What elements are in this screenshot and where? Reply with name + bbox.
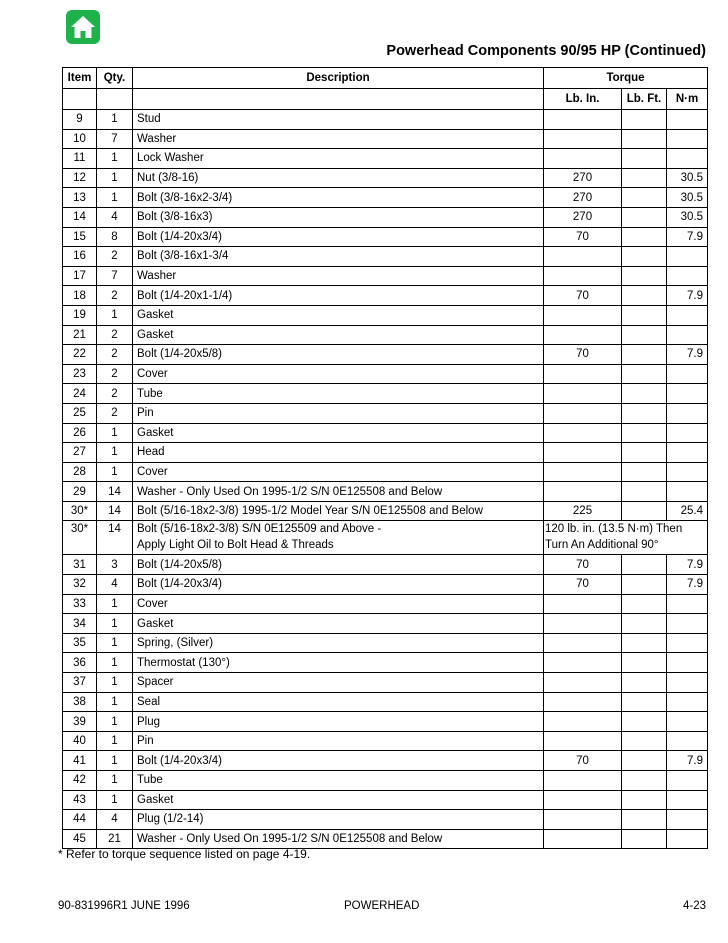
cell-qty: 2 [97,247,133,267]
description-line-1: Bolt (5/16-18x2-3/8) S/N 0E125509 and Above - [137,523,382,536]
cell-description: Gasket [133,325,544,345]
table-row [63,403,708,423]
cell-item: 27 [63,443,97,463]
table-row [63,810,708,830]
cell-item: 25 [63,403,97,423]
cell-item: 26 [63,423,97,443]
cell-qty: 1 [97,110,133,130]
cell-nm [667,129,708,149]
cell-lbin: 270 [544,207,622,227]
cell-nm: 25.4 [667,501,708,521]
subheader-blank [133,89,544,110]
cell-lbft [622,653,667,673]
cell-item: 33 [63,594,97,614]
cell-item: 31 [63,555,97,575]
subheader-blank [97,89,133,110]
cell-qty: 1 [97,614,133,634]
cell-nm: 7.9 [667,286,708,306]
cell-item: 21 [63,325,97,345]
cell-lbft [622,188,667,208]
description-line-2: Apply Light Oil to Bolt Head & Threads [137,539,334,552]
cell-nm [667,305,708,325]
cell-item: 42 [63,771,97,791]
cell-item: 16 [63,247,97,267]
cell-lbin [544,403,622,423]
cell-lbin: 70 [544,227,622,247]
cell-lbin [544,384,622,404]
cell-qty: 1 [97,771,133,791]
cell-qty: 1 [97,305,133,325]
cell-description: Washer - Only Used On 1995-1/2 S/N 0E125508 and Below [133,829,544,849]
footer-page-number: 4-23 [682,900,706,912]
cell-nm [667,810,708,830]
table-row [63,227,708,247]
cell-lbft [622,443,667,463]
cell-description: Thermostat (130°) [133,653,544,673]
cell-qty: 1 [97,462,133,482]
cell-qty: 1 [97,149,133,169]
cell-lbft [622,673,667,693]
table-header-row [63,68,708,89]
cell-qty: 1 [97,423,133,443]
table-row [63,149,708,169]
cell-lbft [622,266,667,286]
cell-nm [667,712,708,732]
torque-note-line-1: 120 lb. in. (13.5 N·m) Then [545,523,683,536]
col-torque-header: Torque [544,68,708,89]
cell-qty: 4 [97,207,133,227]
table-row [63,790,708,810]
cell-lbft [622,594,667,614]
cell-lbft [622,575,667,595]
cell-item: 40 [63,731,97,751]
col-item-header: Item [63,68,97,89]
cell-description: Bolt (1/4-20x5/8) [133,555,544,575]
table-row [63,521,708,555]
col-lbin-header: Lb. In. [544,89,622,110]
cell-lbin [544,364,622,384]
cell-nm [667,364,708,384]
page-title: Powerhead Components 90/95 HP (Continued) [386,43,706,59]
cell-description: Gasket [133,614,544,634]
cell-qty: 7 [97,129,133,149]
cell-nm: 30.5 [667,168,708,188]
cell-lbft [622,692,667,712]
cell-description: Nut (3/8-16) [133,168,544,188]
cell-description: Washer [133,129,544,149]
table-row [63,325,708,345]
cell-item: 38 [63,692,97,712]
cell-description: Gasket [133,790,544,810]
cell-qty: 1 [97,188,133,208]
cell-lbin [544,325,622,345]
table-row [63,286,708,306]
cell-lbft [622,149,667,169]
cell-nm: 7.9 [667,751,708,771]
cell-description: Stud [133,110,544,130]
cell-qty: 4 [97,810,133,830]
cell-qty: 8 [97,227,133,247]
table-row [63,614,708,634]
cell-qty: 1 [97,790,133,810]
cell-item: 39 [63,712,97,732]
table-row [63,462,708,482]
table-row [63,266,708,286]
cell-lbin: 70 [544,751,622,771]
cell-nm: 30.5 [667,188,708,208]
cell-lbin [544,712,622,732]
cell-description: Gasket [133,423,544,443]
cell-nm [667,266,708,286]
table-row [63,751,708,771]
cell-lbft [622,810,667,830]
cell-lbft [622,633,667,653]
table-row [63,168,708,188]
cell-qty: 14 [97,521,133,555]
torque-note-line-2: Turn An Additional 90° [545,539,659,552]
table-row [63,443,708,463]
col-description-header: Description [133,68,544,89]
cell-description: Washer - Only Used On 1995-1/2 S/N 0E125508 and Below [133,482,544,502]
cell-lbin [544,443,622,463]
cell-nm [667,384,708,404]
table-row [63,247,708,267]
cell-lbft [622,286,667,306]
footnote: * Refer to torque sequence listed on page 4-19. [58,847,311,861]
table-row [63,731,708,751]
table-row [63,501,708,521]
cell-lbin [544,692,622,712]
cell-item: 12 [63,168,97,188]
cell-nm [667,403,708,423]
cell-lbft [622,731,667,751]
cell-item: 23 [63,364,97,384]
cell-description: Washer [133,266,544,286]
cell-lbin [544,129,622,149]
cell-item: 30* [63,521,97,555]
table-row [63,384,708,404]
cell-nm [667,653,708,673]
table-row [63,305,708,325]
cell-item: 34 [63,614,97,634]
cell-lbft [622,501,667,521]
table-row [63,594,708,614]
footer-section: POWERHEAD [344,900,420,912]
cell-lbft [622,555,667,575]
cell-qty: 4 [97,575,133,595]
cell-lbin: 270 [544,188,622,208]
cell-nm [667,673,708,693]
cell-lbft [622,168,667,188]
table-row [63,482,708,502]
cell-description: Bolt (5/16-18x2-3/8) 1995-1/2 Model Year S/N 0E125508 and Below [133,501,544,521]
cell-lbft [622,305,667,325]
cell-description: Bolt (1/4-20x3/4) [133,227,544,247]
cell-description: Pin [133,403,544,423]
cell-qty: 3 [97,555,133,575]
cell-item: 32 [63,575,97,595]
cell-qty: 2 [97,325,133,345]
cell-qty: 1 [97,443,133,463]
cell-item: 37 [63,673,97,693]
cell-qty: 14 [97,482,133,502]
cell-item: 13 [63,188,97,208]
table-row [63,555,708,575]
cell-qty: 1 [97,673,133,693]
cell-nm [667,692,708,712]
table-row [63,110,708,130]
cell-lbin [544,633,622,653]
cell-lbft [622,110,667,130]
cell-item: 14 [63,207,97,227]
cell-nm [667,149,708,169]
cell-nm: 30.5 [667,207,708,227]
cell-lbin: 270 [544,168,622,188]
cell-description: Bolt (3/8-16x2-3/4) [133,188,544,208]
cell-nm [667,443,708,463]
cell-description: Head [133,443,544,463]
subheader-blank [63,89,97,110]
cell-item: 43 [63,790,97,810]
cell-qty: 1 [97,594,133,614]
cell-qty: 1 [97,633,133,653]
cell-lbin: 225 [544,501,622,521]
cell-lbin [544,149,622,169]
cell-lbft [622,403,667,423]
cell-qty: 1 [97,712,133,732]
cell-lbin [544,790,622,810]
table-row [63,829,708,849]
cell-nm [667,633,708,653]
cell-description: Bolt (3/8-16x1-3/4 [133,247,544,267]
cell-qty: 1 [97,653,133,673]
cell-lbft [622,227,667,247]
cell-qty: 14 [97,501,133,521]
cell-qty: 2 [97,384,133,404]
cell-description: Seal [133,692,544,712]
table-row [63,188,708,208]
cell-description [133,521,544,555]
cell-description: Tube [133,384,544,404]
footer-doc-number: 90-831996R1 JUNE 1996 [58,900,190,912]
cell-lbft [622,482,667,502]
cell-lbft [622,829,667,849]
table-row [63,364,708,384]
cell-lbft [622,771,667,791]
cell-lbft [622,423,667,443]
cell-item: 35 [63,633,97,653]
cell-item: 15 [63,227,97,247]
cell-description: Cover [133,462,544,482]
cell-lbft [622,751,667,771]
cell-description: Plug (1/2-14) [133,810,544,830]
cell-item: 24 [63,384,97,404]
cell-item: 41 [63,751,97,771]
cell-item: 30* [63,501,97,521]
cell-nm [667,829,708,849]
cell-torque-note [544,521,708,555]
cell-nm: 7.9 [667,345,708,365]
cell-lbin [544,653,622,673]
cell-description: Bolt (3/8-16x3) [133,207,544,227]
cell-nm [667,594,708,614]
cell-lbin [544,247,622,267]
cell-item: 11 [63,149,97,169]
table-row [63,653,708,673]
cell-qty: 7 [97,266,133,286]
cell-lbin [544,829,622,849]
cell-lbin [544,462,622,482]
cell-item: 10 [63,129,97,149]
home-icon [69,13,97,41]
cell-nm [667,462,708,482]
cell-nm [667,423,708,443]
cell-nm [667,731,708,751]
cell-item: 18 [63,286,97,306]
cell-lbft [622,345,667,365]
table-row [63,575,708,595]
cell-description: Bolt (1/4-20x5/8) [133,345,544,365]
cell-nm: 7.9 [667,575,708,595]
cell-qty: 21 [97,829,133,849]
cell-item: 22 [63,345,97,365]
cell-lbin: 70 [544,555,622,575]
cell-description: Plug [133,712,544,732]
cell-qty: 1 [97,168,133,188]
cell-nm [667,771,708,791]
cell-lbft [622,462,667,482]
cell-qty: 2 [97,364,133,384]
cell-qty: 2 [97,403,133,423]
cell-item: 17 [63,266,97,286]
cell-lbft [622,364,667,384]
cell-lbft [622,614,667,634]
cell-description: Spacer [133,673,544,693]
cell-item: 44 [63,810,97,830]
cell-lbft [622,129,667,149]
cell-lbin [544,423,622,443]
cell-lbft [622,325,667,345]
cell-description: Cover [133,364,544,384]
cell-qty: 1 [97,731,133,751]
cell-nm [667,247,708,267]
table-row [63,207,708,227]
cell-lbin [544,482,622,502]
cell-lbft [622,790,667,810]
table-row [63,771,708,791]
cell-nm [667,790,708,810]
cell-description: Tube [133,771,544,791]
cell-nm [667,325,708,345]
parts-table [62,67,708,849]
table-row [63,633,708,653]
cell-lbin [544,673,622,693]
cell-nm: 7.9 [667,227,708,247]
cell-qty: 2 [97,286,133,306]
cell-nm: 7.9 [667,555,708,575]
cell-description: Lock Washer [133,149,544,169]
table-row [63,345,708,365]
cell-lbft [622,207,667,227]
table-row [63,423,708,443]
cell-description: Gasket [133,305,544,325]
home-button[interactable] [66,10,100,44]
cell-item: 45 [63,829,97,849]
table-subheader-row [63,89,708,110]
cell-lbin [544,110,622,130]
cell-lbin [544,614,622,634]
cell-description: Bolt (1/4-20x3/4) [133,751,544,771]
cell-description: Bolt (1/4-20x3/4) [133,575,544,595]
cell-lbft [622,712,667,732]
cell-item: 9 [63,110,97,130]
cell-nm [667,110,708,130]
cell-lbin [544,731,622,751]
cell-lbin [544,266,622,286]
cell-lbft [622,384,667,404]
cell-lbin [544,771,622,791]
col-lbft-header: Lb. Ft. [622,89,667,110]
cell-qty: 1 [97,692,133,712]
cell-qty: 2 [97,345,133,365]
table-row [63,129,708,149]
cell-nm [667,482,708,502]
cell-nm [667,614,708,634]
cell-item: 36 [63,653,97,673]
col-qty-header: Qty. [97,68,133,89]
cell-lbin [544,594,622,614]
table-row [63,673,708,693]
table-row [63,712,708,732]
cell-lbin [544,810,622,830]
cell-description: Spring, (Silver) [133,633,544,653]
cell-lbin [544,305,622,325]
cell-qty: 1 [97,751,133,771]
cell-item: 19 [63,305,97,325]
cell-description: Cover [133,594,544,614]
col-nm-header: N·m [667,89,708,110]
cell-description: Pin [133,731,544,751]
cell-description: Bolt (1/4-20x1-1/4) [133,286,544,306]
cell-item: 28 [63,462,97,482]
cell-lbin: 70 [544,575,622,595]
table-row [63,692,708,712]
cell-lbin: 70 [544,286,622,306]
cell-lbft [622,247,667,267]
cell-item: 29 [63,482,97,502]
cell-lbin: 70 [544,345,622,365]
